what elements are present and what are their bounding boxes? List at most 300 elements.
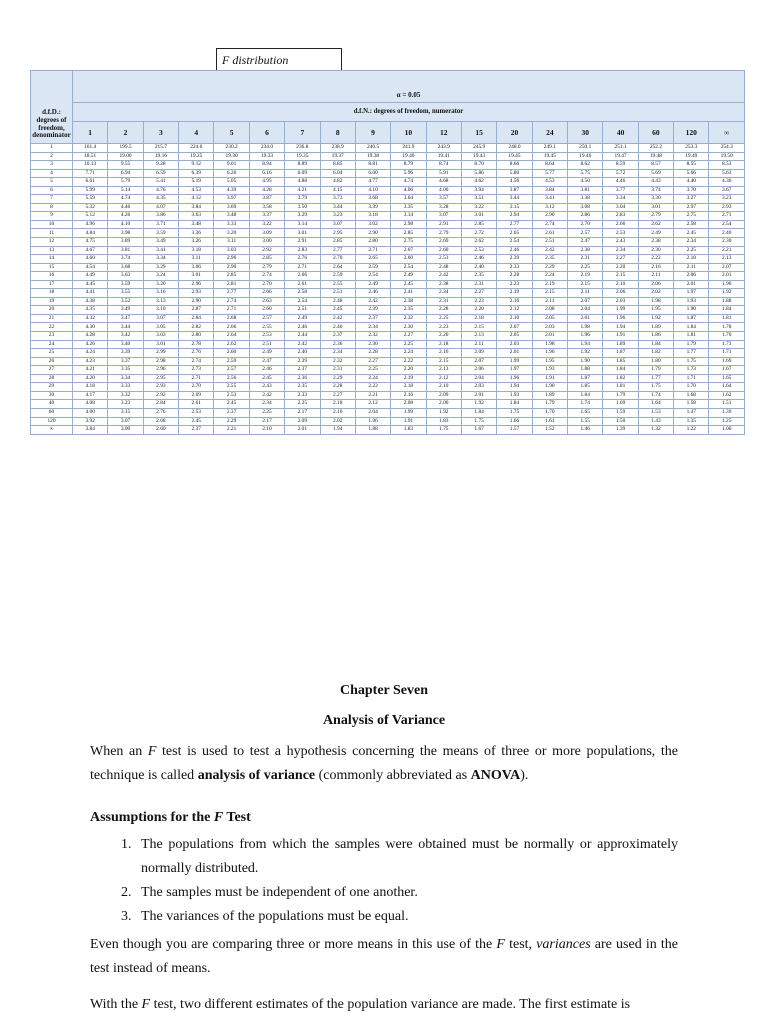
table-cell: 1.75 [674,357,709,366]
table-cell: 1.91 [532,374,567,383]
table-cell: 2.10 [249,426,284,435]
table-cell: 2.25 [355,366,390,375]
table-cell: 4.76 [143,186,178,195]
table-cell: 2.31 [461,280,496,289]
table-cell: 2.84 [179,314,214,323]
row-header-df: 25 [31,349,73,358]
table-cell: 6.16 [249,169,284,178]
table-cell: 2.31 [568,255,603,264]
table-row [31,152,745,161]
column-header: 120 [674,122,709,144]
table-cell: 1.84 [461,408,496,417]
column-header: 30 [568,122,603,144]
table-cell: 3.27 [674,195,709,204]
table-cell: 2.15 [532,289,567,298]
table-cell: 2.71 [709,212,745,221]
column-header-row [31,122,745,144]
table-cell: 3.49 [108,306,143,315]
table-cell: 2.57 [214,366,249,375]
table-cell: 2.72 [461,229,496,238]
table-cell: 1.94 [320,426,355,435]
table-cell: 4.21 [73,366,108,375]
table-cell: 1.81 [709,314,745,323]
table-cell: 2.71 [179,374,214,383]
table-cell: 4.12 [179,195,214,204]
table-cell: 3.57 [426,195,461,204]
table-cell: 4.75 [73,238,108,247]
table-cell: 1.84 [638,340,673,349]
table-cell: 19.40 [391,152,426,161]
table-cell: 5.86 [461,169,496,178]
table-cell: 4.35 [143,195,178,204]
row-header-df: 10 [31,220,73,229]
table-row [31,186,745,195]
table-cell: 2.63 [249,297,284,306]
table-cell: 1.50 [603,417,638,426]
table-cell: 2.37 [179,426,214,435]
table-cell: 2.34 [355,323,390,332]
table-cell: 4.28 [249,186,284,195]
row-header-df: 60 [31,408,73,417]
table-row [31,400,745,409]
table-cell: 6.61 [73,178,108,187]
table-cell: 3.38 [568,195,603,204]
table-cell: 4.23 [73,357,108,366]
table-cell: 2.29 [532,263,567,272]
table-row [31,212,745,221]
table-cell: 3.07 [426,212,461,221]
table-cell: 2.69 [179,391,214,400]
table-cell: 2.01 [568,314,603,323]
table-cell: 1.39 [603,426,638,435]
table-cell: 19.46 [568,152,603,161]
table-cell: 2.16 [426,349,461,358]
table-cell: 3.30 [638,195,673,204]
table-cell: 6.39 [179,169,214,178]
table-cell: 3.14 [285,220,320,229]
table-cell: 2.29 [214,417,249,426]
table-cell: 2.71 [214,306,249,315]
table-cell: 2.71 [285,263,320,272]
table-cell: 249.1 [532,144,567,153]
table-cell: 2.81 [214,280,249,289]
table-cell: 3.84 [73,426,108,435]
table-cell: 2.11 [568,289,603,298]
row-header-df: 28 [31,374,73,383]
table-cell: 4.10 [355,186,390,195]
table-cell: 2.33 [497,263,532,272]
table-cell: 1.70 [674,383,709,392]
table-cell: 3.22 [249,220,284,229]
table-cell: 3.00 [249,238,284,247]
table-cell: 2.18 [674,255,709,264]
table-cell: 1.79 [532,400,567,409]
table-cell: 8.59 [603,161,638,170]
table-cell: 1.96 [709,280,745,289]
table-cell: 3.70 [674,186,709,195]
table-cell: 3.44 [320,203,355,212]
table-cell: 3.35 [108,366,143,375]
table-cell: 2.53 [461,246,496,255]
table-cell: 2.49 [638,229,673,238]
table-cell: 2.78 [179,340,214,349]
table-cell: 2.11 [674,263,709,272]
table-cell: 1.89 [638,323,673,332]
assumptions-heading: Assumptions for the F Test [90,810,251,825]
table-cell: 2.19 [568,272,603,281]
table-cell: 1.78 [709,323,745,332]
table-cell: 2.51 [532,238,567,247]
table-cell: 2.40 [320,323,355,332]
table-cell: 2.92 [249,246,284,255]
table-cell: 2.83 [285,246,320,255]
table-cell: 1.83 [391,426,426,435]
table-cell: 2.01 [709,272,745,281]
table-cell: 19.45 [532,152,567,161]
table-cell: 4.21 [285,186,320,195]
table-row [31,272,745,281]
table-cell: 2.13 [426,366,461,375]
table-cell: 1.75 [461,417,496,426]
table-cell: 2.45 [674,229,709,238]
table-cell: 3.29 [143,263,178,272]
table-cell: 6.04 [320,169,355,178]
table-cell: 1.67 [709,366,745,375]
table-cell: 1.58 [674,400,709,409]
table-cell: 1.85 [603,357,638,366]
table-cell: 2.45 [320,306,355,315]
table-cell: 2.29 [320,374,355,383]
table-cell: 2.16 [497,297,532,306]
table-cell: 3.34 [108,374,143,383]
table-cell: 3.63 [179,212,214,221]
table-cell: 2.25 [249,408,284,417]
table-cell: 2.01 [532,332,567,341]
table-row [31,238,745,247]
table-cell: 2.15 [426,357,461,366]
table-cell: 2.49 [249,349,284,358]
table-cell: 19.45 [497,152,532,161]
table-cell: 2.32 [391,314,426,323]
table-cell: 1.87 [568,374,603,383]
table-row [31,169,745,178]
table-cell: 2.21 [355,391,390,400]
table-cell: 4.53 [179,186,214,195]
table-cell: 1.71 [709,349,745,358]
table-cell: 2.98 [391,220,426,229]
table-cell: 1.94 [497,383,532,392]
table-cell: 3.08 [568,203,603,212]
estimate-paragraph: With the F test, two different estimates of the population variance are made. The first estimate is [90,997,631,1012]
table-cell: 3.74 [108,255,143,264]
table-cell: 2.00 [426,400,461,409]
table-cell: 2.46 [249,366,284,375]
table-cell: 4.53 [532,178,567,187]
table-cell: 2.34 [320,349,355,358]
table-cell: 3.50 [285,203,320,212]
table-cell: 1.84 [709,306,745,315]
table-cell: 1.79 [674,340,709,349]
row-header-df: 27 [31,366,73,375]
table-cell: 2.09 [461,349,496,358]
table-cell: 2.85 [391,229,426,238]
table-cell: 1.57 [497,426,532,435]
table-cell: 2.11 [532,297,567,306]
table-cell: 2.17 [285,408,320,417]
table-cell: 19.37 [320,152,355,161]
table-cell: 1.89 [532,391,567,400]
table-cell: 2.34 [426,289,461,298]
table-row [31,289,745,298]
table-row [31,306,745,315]
table-cell: 2.95 [320,229,355,238]
table-cell: 238.9 [320,144,355,153]
table-cell: 3.02 [355,220,390,229]
assumption-item: 3. The variances of the populations must be equal. [135,905,678,929]
table-cell: 2.76 [179,349,214,358]
table-cell: 3.68 [108,263,143,272]
table-cell: 8.94 [249,161,284,170]
table-cell: 2.53 [603,229,638,238]
table-cell: 2.59 [214,357,249,366]
table-cell: 4.00 [73,408,108,417]
table-cell: 2.10 [497,314,532,323]
table-cell: 4.26 [73,340,108,349]
table-cell: 10.13 [73,161,108,170]
table-row [31,246,745,255]
table-cell: 8.66 [497,161,532,170]
row-header-df: 17 [31,280,73,289]
table-cell: 3.36 [179,229,214,238]
table-row [31,357,745,366]
table-cell: 2.28 [355,349,390,358]
table-cell: 2.07 [709,263,745,272]
row-header-df: 20 [31,306,73,315]
table-cell: 2.25 [568,263,603,272]
table-cell: 2.40 [285,349,320,358]
table-cell: 2.73 [179,366,214,375]
table-cell: 1.90 [568,357,603,366]
table-cell: 2.59 [320,272,355,281]
assumption-item: 2. The samples must be independent of one another. [135,881,678,905]
table-cell: 2.21 [709,246,745,255]
table-cell: 3.81 [568,186,603,195]
table-cell: 2.54 [497,238,532,247]
table-cell: 1.52 [532,426,567,435]
table-cell: 5.72 [603,169,638,178]
table-cell: 2.66 [249,289,284,298]
table-row [31,323,745,332]
table-cell: 2.28 [320,383,355,392]
table-cell: 1.97 [497,366,532,375]
table-cell: 2.11 [638,272,673,281]
table-cell: 2.70 [179,383,214,392]
row-header-df: 18 [31,289,73,298]
table-cell: 2.27 [355,357,390,366]
table-cell: 2.77 [214,289,249,298]
table-cell: 2.47 [568,238,603,247]
table-cell: 1.59 [603,408,638,417]
table-cell: 3.47 [108,314,143,323]
table-cell: 4.68 [426,178,461,187]
table-cell: 2.08 [391,400,426,409]
table-cell: 1.88 [709,297,745,306]
table-cell: 9.01 [214,161,249,170]
table-cell: 5.77 [532,169,567,178]
table-cell: 2.15 [603,272,638,281]
table-cell: 3.48 [179,220,214,229]
table-cell: 2.80 [179,332,214,341]
table-cell: 3.68 [355,195,390,204]
table-cell: 3.87 [249,195,284,204]
table-cell: 2.46 [355,289,390,298]
table-cell: 254.3 [709,144,745,153]
table-cell: 2.19 [497,289,532,298]
table-cell: 4.00 [426,186,461,195]
table-cell: 2.98 [143,357,178,366]
column-header: 7 [285,122,320,144]
row-header-df: 1 [31,144,73,153]
table-cell: 1.84 [497,400,532,409]
table-cell: 1.81 [674,332,709,341]
table-cell: 9.55 [108,161,143,170]
column-header: 5 [214,122,249,144]
table-cell: 4.67 [73,246,108,255]
table-row [31,417,745,426]
table-cell: 1.84 [674,323,709,332]
table-cell: 3.87 [497,186,532,195]
table-cell: 2.38 [568,246,603,255]
table-cell: 5.05 [214,178,249,187]
table-cell: 8.64 [532,161,567,170]
table-cell: 2.62 [638,220,673,229]
table-cell: 2.19 [532,280,567,289]
table-cell: 4.28 [73,332,108,341]
table-cell: 3.03 [143,332,178,341]
table-cell: 2.55 [320,280,355,289]
table-row [31,349,745,358]
table-cell: 3.97 [214,195,249,204]
table-cell: 2.30 [391,323,426,332]
column-header: 3 [143,122,178,144]
table-cell: 4.07 [143,203,178,212]
table-cell: 1.00 [709,426,745,435]
table-cell: 2.17 [249,417,284,426]
table-cell: 19.00 [108,152,143,161]
table-cell: 1.74 [638,391,673,400]
table-cell: 3.06 [179,263,214,272]
table-cell: 3.41 [532,195,567,204]
table-cell: 4.35 [73,306,108,315]
row-header-df: 7 [31,195,73,204]
table-cell: 2.51 [285,306,320,315]
table-row [31,280,745,289]
table-cell: 2.30 [638,246,673,255]
table-cell: 2.47 [249,357,284,366]
table-cell: 2.57 [568,229,603,238]
table-cell: 3.01 [461,212,496,221]
table-row [31,195,745,204]
table-row [31,229,745,238]
table-cell: 3.33 [214,220,249,229]
table-cell: 5.41 [143,178,178,187]
table-cell: 2.66 [603,220,638,229]
table-cell: 2.37 [214,408,249,417]
table-cell: 2.54 [391,263,426,272]
table-cell: 2.65 [497,229,532,238]
table-cell: 2.96 [214,255,249,264]
table-cell: 2.18 [320,400,355,409]
table-cell: 2.70 [320,255,355,264]
table-cell: 1.96 [532,349,567,358]
column-header: 1 [73,122,108,144]
table-cell: 250.1 [568,144,603,153]
table-cell: 2.79 [638,212,673,221]
f-distribution-table [30,70,745,435]
table-cell: 2.65 [355,255,390,264]
table-row [31,203,745,212]
table-cell: 1.99 [497,357,532,366]
table-cell: 2.04 [568,306,603,315]
table-row [31,408,745,417]
table-cell: 4.95 [249,178,284,187]
table-cell: 2.54 [355,272,390,281]
table-cell: 2.35 [285,383,320,392]
row-header-df: 12 [31,238,73,247]
table-cell: 1.25 [709,417,745,426]
table-cell: 2.45 [391,280,426,289]
table-cell: 3.23 [709,195,745,204]
row-header-df: 19 [31,297,73,306]
table-cell: 3.37 [249,212,284,221]
table-cell: 3.79 [285,195,320,204]
table-cell: 2.96 [143,366,178,375]
table-cell: 2.21 [214,426,249,435]
table-cell: 1.51 [709,400,745,409]
table-cell: 248.0 [497,144,532,153]
table-cell: 1.91 [391,417,426,426]
table-cell: 2.58 [674,220,709,229]
table-cell: 1.99 [603,306,638,315]
table-cell: 3.34 [603,195,638,204]
table-cell: 2.38 [426,280,461,289]
table-cell: 2.06 [461,366,496,375]
table-cell: 2.18 [391,383,426,392]
table-row [31,161,745,170]
table-cell: 2.06 [674,272,709,281]
row-header-df: 22 [31,323,73,332]
table-cell: 3.33 [108,383,143,392]
table-cell: 2.42 [249,391,284,400]
table-cell: 4.45 [73,280,108,289]
table-cell: 1.86 [638,332,673,341]
row-header-df: 15 [31,263,73,272]
table-cell: 3.67 [709,186,745,195]
table-cell: 3.23 [320,212,355,221]
column-header: ∞ [709,122,745,144]
table-cell: 2.05 [497,332,532,341]
table-cell: 1.81 [603,383,638,392]
table-cell: 2.94 [497,212,532,221]
table-cell: 1.93 [532,366,567,375]
table-cell: 1.77 [674,349,709,358]
table-cell: 8.89 [285,161,320,170]
table-cell: 3.10 [143,306,178,315]
table-cell: 2.27 [603,255,638,264]
table-cell: 161.4 [73,144,108,153]
table-cell: 2.10 [320,408,355,417]
table-cell: 2.12 [497,306,532,315]
